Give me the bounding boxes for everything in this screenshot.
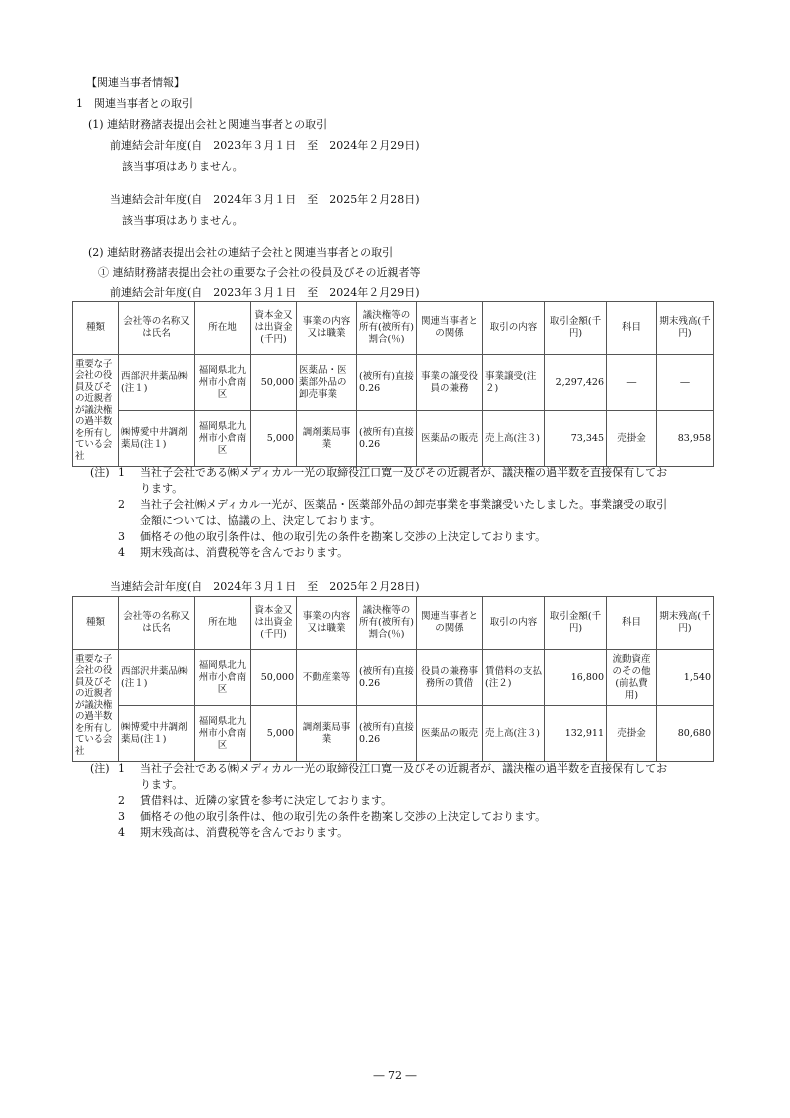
- name-cell: ㈱博愛中井調剤薬局(注１): [119, 706, 195, 762]
- capital-cell: 5,000: [251, 411, 297, 467]
- header-balance: 期末残高(千円): [657, 302, 714, 355]
- related-party-table-curr: [72, 596, 714, 762]
- notes1-item-1b: ります。: [140, 482, 184, 495]
- notes2-num-1: 1: [118, 762, 125, 775]
- header-amount: 取引金額(千円): [545, 302, 607, 355]
- amount-cell: 16,800: [545, 650, 607, 706]
- table-row: [73, 706, 714, 762]
- header-location: 所在地: [195, 597, 251, 650]
- notes2-item-1a: 当社子会社である㈱メディカル一光の取締役江口寛一及びその近親者が、議決権の過半数を直接保有してお: [140, 762, 668, 775]
- transaction-cell: 売上高(注３): [483, 706, 545, 762]
- notes2-num-4: 4: [118, 826, 125, 839]
- relationship-cell: 医薬品の販売: [417, 411, 483, 467]
- notes1-item-4: 期末残高は、消費税等を含んでおります。: [140, 546, 349, 559]
- account-cell: 売掛金: [607, 411, 657, 467]
- business-cell: 調剤薬局事業: [297, 706, 357, 762]
- voting-cell: (被所有)直接 0.26: [357, 355, 417, 411]
- table-row: [73, 355, 714, 411]
- amount-cell: 2,297,426: [545, 355, 607, 411]
- subsection-2-heading: (2) 連結財務諸表提出会社の連結子会社と関連当事者との取引: [88, 246, 394, 259]
- voting-cell: (被所有)直接 0.26: [357, 411, 417, 467]
- header-type: 種類: [73, 597, 119, 650]
- capital-cell: 50,000: [251, 650, 297, 706]
- location-cell: 福岡県北九州市小倉南区: [195, 355, 251, 411]
- header-account: 科目: [607, 302, 657, 355]
- table-header-row: [73, 302, 714, 355]
- amount-cell: 132,911: [545, 706, 607, 762]
- header-voting: 議決権等の所有(被所有)割合(％): [357, 302, 417, 355]
- notes2-item-1b: ります。: [140, 778, 184, 791]
- page-number: ― 72 ―: [373, 1069, 417, 1082]
- notes1-num-3: 3: [118, 530, 125, 543]
- notes2-num-2: 2: [118, 794, 125, 807]
- type-cell: 重要な子会社の役員及びその近親者が議決権の過半数を所有している会社: [73, 355, 119, 467]
- account-cell: ―: [607, 355, 657, 411]
- location-cell: 福岡県北九州市小倉南区: [195, 706, 251, 762]
- header-balance: 期末残高(千円): [657, 597, 714, 650]
- table-header-row: [73, 597, 714, 650]
- type-cell: 重要な子会社の役員及びその近親者が議決権の過半数を所有している会社: [73, 650, 119, 762]
- account-cell: 流動資産のその他(前払費用): [607, 650, 657, 706]
- notes1-label: (注): [90, 466, 110, 479]
- notes2-num-3: 3: [118, 810, 125, 823]
- header-type: 種類: [73, 302, 119, 355]
- notes2-item-4: 期末残高は、消費税等を含んでおります。: [140, 826, 349, 839]
- curr-none-text: 該当事項はありません。: [122, 214, 244, 227]
- table1-period-label: 前連結会計年度(自 2023年３月１日 至 2024年２月29日): [110, 286, 420, 299]
- account-cell: 売掛金: [607, 706, 657, 762]
- subsection-2-item-1: ① 連結財務諸表提出会社の重要な子会社の役員及びその近親者等: [98, 266, 421, 279]
- header-business: 事業の内容又は職業: [297, 302, 357, 355]
- table-row: [73, 411, 714, 467]
- section-title: 【関連当事者情報】: [86, 76, 185, 89]
- business-cell: 調剤薬局事業: [297, 411, 357, 467]
- header-name: 会社等の名称又は氏名: [119, 302, 195, 355]
- transaction-cell: 事業譲受(注２): [483, 355, 545, 411]
- business-cell: 医薬品・医薬部外品の卸売事業: [297, 355, 357, 411]
- notes2-label: (注): [90, 762, 110, 775]
- table2-period-label: 当連結会計年度(自 2024年３月１日 至 2025年２月28日): [110, 580, 420, 593]
- header-relationship: 関連当事者との関係: [417, 597, 483, 650]
- relationship-cell: 医薬品の販売: [417, 706, 483, 762]
- subsection-1-heading: (1) 連結財務諸表提出会社と関連当事者との取引: [88, 118, 328, 131]
- business-cell: 不動産業等: [297, 650, 357, 706]
- header-amount: 取引金額(千円): [545, 597, 607, 650]
- table-row: [73, 650, 714, 706]
- header-voting: 議決権等の所有(被所有)割合(％): [357, 597, 417, 650]
- location-cell: 福岡県北九州市小倉南区: [195, 650, 251, 706]
- capital-cell: 50,000: [251, 355, 297, 411]
- voting-cell: (被所有)直接 0.26: [357, 706, 417, 762]
- header-account: 科目: [607, 597, 657, 650]
- capital-cell: 5,000: [251, 706, 297, 762]
- name-cell: 西部沢井薬品㈱(注１): [119, 650, 195, 706]
- header-capital: 資本金又は出資金(千円): [251, 597, 297, 650]
- header-relationship: 関連当事者との関係: [417, 302, 483, 355]
- header-capital: 資本金又は出資金(千円): [251, 302, 297, 355]
- relationship-cell: 事業の譲受役員の兼務: [417, 355, 483, 411]
- balance-cell: 1,540: [657, 650, 714, 706]
- header-transaction: 取引の内容: [483, 302, 545, 355]
- item-1-heading: 1 関連当事者との取引: [76, 97, 193, 110]
- transaction-cell: 賃借料の支払(注２): [483, 650, 545, 706]
- curr-period-label: 当連結会計年度(自 2024年３月１日 至 2025年２月28日): [110, 193, 420, 206]
- notes1-item-1a: 当社子会社である㈱メディカル一光の取締役江口寛一及びその近親者が、議決権の過半数を直接保有してお: [140, 466, 668, 479]
- prev-none-text: 該当事項はありません。: [122, 160, 244, 173]
- header-business: 事業の内容又は職業: [297, 597, 357, 650]
- notes2-item-3: 価格その他の取引条件は、他の取引先の条件を勘案し交渉の上決定しております。: [140, 810, 547, 823]
- name-cell: ㈱博愛中井調剤薬局(注１): [119, 411, 195, 467]
- prev-period-label: 前連結会計年度(自 2023年３月１日 至 2024年２月29日): [110, 139, 420, 152]
- amount-cell: 73,345: [545, 411, 607, 467]
- transaction-cell: 売上高(注３): [483, 411, 545, 467]
- balance-cell: 80,680: [657, 706, 714, 762]
- header-transaction: 取引の内容: [483, 597, 545, 650]
- notes1-item-2b: 金額については、協議の上、決定しております。: [140, 514, 381, 527]
- notes1-num-4: 4: [118, 546, 125, 559]
- related-party-table-prev: [72, 301, 714, 467]
- location-cell: 福岡県北九州市小倉南区: [195, 411, 251, 467]
- balance-cell: ―: [657, 355, 714, 411]
- balance-cell: 83,958: [657, 411, 714, 467]
- notes1-item-3: 価格その他の取引条件は、他の取引先の条件を勘案し交渉の上決定しております。: [140, 530, 547, 543]
- voting-cell: (被所有)直接 0.26: [357, 650, 417, 706]
- notes1-num-2: 2: [118, 498, 125, 511]
- name-cell: 西部沢井薬品㈱(注１): [119, 355, 195, 411]
- notes1-num-1: 1: [118, 466, 125, 479]
- header-name: 会社等の名称又は氏名: [119, 597, 195, 650]
- notes1-item-2a: 当社子会社㈱メディカル一光が、医薬品・医薬部外品の卸売事業を事業譲受いたしました。事業譲受の取引: [140, 498, 668, 511]
- header-location: 所在地: [195, 302, 251, 355]
- notes2-item-2: 賃借料は、近隣の家賃を参考に決定しております。: [140, 794, 393, 807]
- relationship-cell: 役員の兼務事務所の賃借: [417, 650, 483, 706]
